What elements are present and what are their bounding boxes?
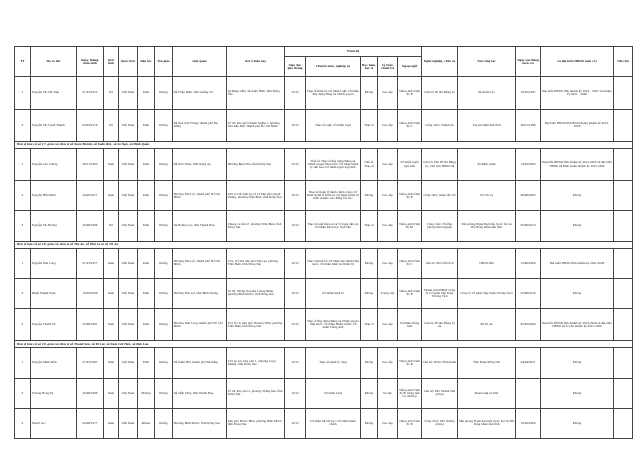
cell-hometown: Xã Như Châu, tỉnh Nghệ An [173, 148, 227, 180]
cell-residence: Phường Biên Hòa, tỉnh Đồng Nai [227, 148, 285, 180]
cell-name: Thạch Lực [31, 408, 77, 438]
cell-nationality: Việt Nam [119, 348, 138, 378]
cell-sex: Nam [104, 348, 119, 378]
cell-nationality: Việt Nam [119, 378, 138, 408]
cell-religion: Không [155, 109, 173, 141]
cell-general-education: 12/12 [285, 278, 306, 308]
cell-sex: Nữ [104, 109, 119, 141]
table-row [15, 211, 633, 241]
cell-general-education: 12/12 [285, 77, 306, 109]
cell-job: Công chức; Chánh án [422, 109, 458, 141]
cell-job: Cán bộ; Bí thư Đảng ủy xã [422, 309, 458, 341]
cell-political-theory: Cao cấp [378, 109, 398, 141]
cell-party-date: 19/10/1997 [516, 77, 541, 109]
cell-profession: Cử nhân Luật [306, 378, 361, 408]
cell-job: Công chức; Giám đốc Sở [422, 181, 458, 211]
cell-tt: 3 [15, 408, 31, 438]
cell-ethnicity: Kinh [138, 148, 155, 180]
candidate-list-document [14, 46, 632, 439]
cell-nationality: Việt Nam [119, 109, 138, 141]
table-row [15, 248, 633, 278]
cell-general-education: 12/12 [285, 211, 306, 241]
cell-delegate: Không [541, 408, 614, 438]
header-nationality: Quốc tịch [119, 47, 138, 77]
cell-workplace: Xã Xuân Lộc [458, 77, 516, 109]
cell-tt: 2 [15, 181, 31, 211]
cell-general-education: 12/12 [285, 309, 306, 341]
cell-delegate: Đại biểu HĐND tỉnh nhiệm kỳ 2021-2026 và đại biểu HĐND xã Định Quán nhiệm kỳ 2021-2026 [541, 148, 614, 180]
cell-foreign-language: Tiếng Anh trình độ B [398, 408, 422, 438]
cell-dob: 03/03/1978 [77, 109, 104, 141]
cell-workplace: Văn phòng Đoàn Đại biểu Quốc hội và Hội đồng nhân dân tỉnh [458, 211, 516, 241]
section-row [15, 341, 633, 348]
cell-ethnicity: Kinh [138, 248, 155, 278]
cell-dob: 01/01/1975 [77, 77, 104, 109]
cell-residence: K10 Cư xá Tình sự, tổ 15 khu phố Quyết Thắng, phường Trấn Biên, tỉnh Đồng Nai [227, 181, 285, 211]
cell-academic-degree: Không [361, 77, 378, 109]
section-row [15, 141, 633, 148]
header-job: Nghề nghiệp, chức vụ [422, 47, 458, 77]
cell-foreign-language: Tiếng Anh trình độ B [398, 181, 422, 211]
cell-foreign-language: Cử nhân ngôn ngữ Anh [398, 148, 422, 180]
cell-political-theory: Cao cấp [378, 248, 398, 278]
cell-name: Nguyễn Cao Cường [31, 148, 77, 180]
cell-job: Thành viên HĐQT Công ty Cổ phần Tập đoàn Trường Tươi [422, 278, 458, 308]
cell-religion: Không [155, 278, 173, 308]
cell-foreign-language: Tiếng Anh trình độ B1 [398, 211, 422, 241]
cell-academic-degree: Không [361, 348, 378, 378]
cell-job: Công chức; Trưởng phòng Dân nguyện [422, 211, 458, 241]
table-row [15, 309, 633, 341]
cell-residence: Ấp Bàng Cẩm, xã Xuân Bình, tỉnh Đồng Nai [227, 77, 285, 109]
cell-hometown: Phường Tân Lộc, thành phố Hồ Chí Minh [173, 181, 227, 211]
table-row [15, 148, 633, 180]
cell-delegate: Đại biểu HĐND tỉnh nhiệm kỳ 2021-2026 và đại biểu HĐND xã Trị An nhiệm kỳ 2021-2026 [541, 309, 614, 341]
cell-job: Cán bộ; Bí thư Tỉnh Đoàn [422, 348, 458, 378]
cell-ethnicity: Kinh [138, 348, 155, 378]
header-delegate: Là đại biểu HĐND (nếu có) [541, 47, 614, 77]
cell-name: Trương Hồng Ký [31, 378, 77, 408]
cell-dob: 04/06/1977 [77, 408, 104, 438]
cell-job: Cán bộ; Phó Chủ tịch [422, 248, 458, 278]
cell-tt: 2 [15, 109, 31, 141]
cell-ethnicity: Mường [138, 378, 155, 408]
cell-party-date: 04/04/2011 [516, 348, 541, 378]
cell-note [614, 278, 633, 308]
header-residence: Nơi ở hiện nay [227, 47, 285, 77]
cell-sex: Nữ [104, 211, 119, 241]
cell-workplace: Xã Trị An [458, 309, 516, 341]
cell-profession: Thạc sĩ Luật Dân sự và Tố tụng dân sự; Cử nhân Khoa học Ngữ văn [306, 211, 361, 241]
cell-nationality: Việt Nam [119, 278, 138, 308]
cell-residence: C12, tổ 12D, khu phố Tân Lại, phường Trấn Biên, tỉnh Đồng Nai [227, 248, 285, 278]
cell-profession: Thạc sĩ Quản lý hành chính công; Cử nhân Quản lý Kinh tế; Cử nhân Quản trị kinh doanh; Cao đẳng Tin học [306, 181, 361, 211]
cell-sex: Nam [104, 408, 119, 438]
cell-hometown: Xã Triệu Bình, tỉnh Quảng Trị [173, 77, 227, 109]
header-name: Họ và tên [31, 47, 77, 77]
cell-sex: Nam [104, 309, 119, 341]
cell-tt: 3 [15, 211, 31, 241]
cell-note [614, 109, 633, 141]
cell-general-education: 12/12 [285, 109, 306, 141]
section-title: Đơn vị bầu cử số 19, gồm các đơn vị xã Thanh Sơn, xã Tà Lài, xã Nam Cát Tiên, xã Đak Lua [15, 341, 633, 348]
cell-party-date: 08/08/2002 [516, 181, 541, 211]
cell-workplace: Tòa án nhân dân tỉnh [458, 109, 516, 141]
cell-profession: Thạc sĩ Quản lý công [306, 348, 361, 378]
header-education-group: Trình độ [285, 47, 422, 57]
cell-religion: Không [155, 408, 173, 438]
cell-name: Nguyễn Kim Long [31, 248, 77, 278]
cell-political-theory: Trung cấp [378, 278, 398, 308]
cell-job: Công chức; Phó trưởng phòng [422, 408, 458, 438]
cell-profession: Cử nhân Kinh tế [306, 278, 361, 308]
header-foreign-language: Ngoại ngữ [398, 57, 422, 77]
cell-academic-degree: Thạc sĩ [361, 309, 378, 341]
cell-dob: 24/05/1977 [77, 181, 104, 211]
section-title: Đơn vị bầu cử số 18, gồm các đơn vị xã Tân An, xã Phú Lý và xã Trị An [15, 241, 633, 248]
cell-profession: Thạc sĩ Kinh tế; Cử nhân Tài chính Nhà nước; Cử nhân Kinh tế Chính trị [306, 248, 361, 278]
cell-workplace: Đoàn Luật sư tỉnh [458, 378, 516, 408]
header-note: Ghi chú [614, 47, 633, 77]
cell-religion: Không [155, 248, 173, 278]
cell-profession: Thạc sĩ Luật; Cử nhân Luật [306, 109, 361, 141]
cell-workplace: UBND tỉnh [458, 248, 516, 278]
table-row [15, 278, 633, 308]
cell-tt: 3 [15, 309, 31, 341]
cell-dob: 20/08/1984 [77, 211, 104, 241]
cell-nationality: Việt Nam [119, 248, 138, 278]
cell-delegate: Không [541, 348, 614, 378]
cell-tt: 1 [15, 348, 31, 378]
cell-job: Cán bộ; Phó Bí thư Đảng ủy; Chủ tịch HĐND xã [422, 148, 458, 180]
cell-political-theory: Cao cấp [378, 309, 398, 341]
cell-foreign-language: Cử nhân Tiếng Anh [398, 309, 422, 341]
cell-dob: 20/06/1986 [77, 378, 104, 408]
cell-general-education: 12/12 [285, 378, 306, 408]
table-body [15, 77, 633, 439]
cell-ethnicity: Kinh [138, 278, 155, 308]
header-tt: TT [15, 47, 31, 77]
cell-workplace: Xã Định Quán [458, 148, 516, 180]
cell-residence: Z13 tổ 10, khu phố Thương Trấn, phường Trấn Biên, tỉnh Đồng Nai [227, 309, 285, 341]
cell-nationality: Việt Nam [119, 181, 138, 211]
cell-delegate: Không [541, 211, 614, 241]
header-religion: Tôn giáo [155, 47, 173, 77]
cell-ethnicity: Kinh [138, 309, 155, 341]
header-workplace: Nơi công tác [458, 47, 516, 77]
cell-hometown: Phường Bình Phước, tỉnh Đồng Nai [173, 408, 227, 438]
header-ethnicity: Dân tộc [138, 47, 155, 77]
cell-tt: 2 [15, 278, 31, 308]
section-row [15, 241, 633, 248]
cell-workplace: Sở Nội vụ [458, 181, 516, 211]
table-row [15, 408, 633, 438]
cell-sex: Nam [104, 278, 119, 308]
cell-religion: Không [155, 77, 173, 109]
cell-sex: Nữ [104, 77, 119, 109]
cell-sex: Nam [104, 148, 119, 180]
cell-hometown: Phường Tân Lộc, thành phố Hồ Chí Minh [173, 248, 227, 278]
cell-note [614, 309, 633, 341]
cell-political-theory: Cao cấp [378, 77, 398, 109]
cell-name: Nguyễn Thị Cát Tiên [31, 77, 77, 109]
cell-residence: 273 Lê Lợi, khu phố 1, phường Long Khánh, tỉnh Đồng Nai [227, 348, 285, 378]
cell-tt: 1 [15, 148, 31, 180]
cell-ethnicity: Kinh [138, 109, 155, 141]
cell-academic-degree: Thạc sĩ [361, 109, 378, 141]
cell-hometown: Phường Hòa Lợi, tỉnh Bình Dương [173, 278, 227, 308]
cell-delegate: Không [541, 181, 614, 211]
cell-name: Nguyễn Thị Tuyết Thanh [31, 109, 77, 141]
cell-delegate: Không [541, 278, 614, 308]
cell-party-date [516, 378, 541, 408]
cell-name: Nguyễn Thanh Tú [31, 309, 77, 341]
cell-academic-degree: Thạc sĩ [361, 211, 378, 241]
cell-name: Nguyễn Hữu Định [31, 181, 77, 211]
cell-religion: Không [155, 211, 173, 241]
cell-religion: Không [155, 148, 173, 180]
cell-residence: Chung cư A9-A7, phường Trấn Biên, tỉnh Đồng Nai [227, 211, 285, 241]
header-hometown: Quê quán [173, 47, 227, 77]
cell-workplace: Công ty Cổ phần Tập đoàn Trường Tươi [458, 278, 516, 308]
cell-profession: Thạc sĩ Xây dựng Đảng và Chính quyền Nhà nước; Cử nhân Hành chính; Cử nhân Tiếng Anh [306, 309, 361, 341]
cell-sex: Nam [104, 248, 119, 278]
table-row [15, 77, 633, 109]
cell-hometown: Xã Xuân Phú, thành phố Đà Nẵng [173, 348, 227, 378]
cell-party-date: 10/03/2006 [516, 408, 541, 438]
cell-tt: 2 [15, 378, 31, 408]
cell-political-theory: Cao cấp [378, 408, 398, 438]
header-party-date: Ngày vào Đảng (nếu có) [516, 47, 541, 77]
cell-political-theory: Cao cấp [378, 211, 398, 241]
cell-nationality: Việt Nam [119, 148, 138, 180]
cell-religion: Không [155, 378, 173, 408]
cell-party-date: 07/06/2016 [516, 278, 541, 308]
cell-ethnicity: Kinh [138, 181, 155, 211]
cell-academic-degree: Tiến sĩ, Thạc sĩ [361, 148, 378, 180]
cell-hometown: Phường Tam Long, thành phố Hồ Chí Minh [173, 309, 227, 341]
cell-residence: Tổ 29, khu phố 2, phường Trảng Dài, tỉnh Đồng Nai [227, 378, 285, 408]
cell-religion: Không [155, 181, 173, 211]
cell-ethnicity: Kinh [138, 211, 155, 241]
cell-residence: Khu phố Phước Bình, phường Bình Phước, tỉnh Đồng Nai [227, 408, 285, 438]
header-dob: Ngày, tháng, năm sinh [77, 47, 104, 77]
cell-party-date: 28/12/1996 [516, 109, 541, 141]
cell-dob: 25/09/1981 [77, 309, 104, 341]
cell-profession: Thạc sĩ Kinh tế; Cử nhân Luật; Cử nhân Xây dựng đảng và Chính quyền [306, 77, 361, 109]
cell-party-date: 05/03/2009 [516, 309, 541, 341]
cell-academic-degree: Không [361, 181, 378, 211]
cell-foreign-language: Tiếng Anh trình độ B; tiếng dân tộc Mường [398, 378, 422, 408]
cell-note [614, 378, 633, 408]
table-row [15, 181, 633, 211]
cell-tt: 1 [15, 248, 31, 278]
cell-foreign-language: Tiếng Anh trình độ B [398, 77, 422, 109]
header-academic-degree: Học hàm, học vị [361, 57, 378, 77]
cell-tt: 1 [15, 77, 31, 109]
cell-note [614, 181, 633, 211]
header-sex: Giới tính [104, 47, 119, 77]
cell-general-education: 12/12 [285, 148, 306, 180]
candidate-table [14, 46, 633, 439]
cell-party-date: 14/05/2003 [516, 148, 541, 180]
cell-party-date: 13/08/2008 [516, 248, 541, 278]
cell-religion: Không [155, 309, 173, 341]
cell-foreign-language: Tiếng Anh trình độ C [398, 248, 422, 278]
cell-nationality: Việt Nam [119, 408, 138, 438]
cell-foreign-language: Tiếng Anh trình độ C [398, 109, 422, 141]
cell-academic-degree: Không [361, 378, 378, 408]
cell-general-education: 12/12 [285, 181, 306, 211]
cell-hometown: Xã Quế Sơn Trung, thành phố Đà Nẵng [173, 109, 227, 141]
cell-sex: Nam [104, 181, 119, 211]
cell-foreign-language: Tiếng Anh trình độ B [398, 348, 422, 378]
cell-delegate: Đại biểu HĐND tỉnh nhiệm kỳ 2016 – 2021 và nhiệm kỳ 2021 – 2026 [541, 77, 614, 109]
cell-nationality: Việt Nam [119, 211, 138, 241]
cell-sex: Nam [104, 378, 119, 408]
cell-hometown: Xã Hoằng Lộc, tỉnh Thanh Hóa [173, 211, 227, 241]
section-title: Đơn vị bầu cử số 17, gồm các đơn vị xã Xuân Thành, xã Xuân Bắc, xã La Ngà, xã Định Quán [15, 141, 633, 148]
cell-dob: 26/11/1983 [77, 148, 104, 180]
cell-note [614, 348, 633, 378]
table-row [15, 348, 633, 378]
cell-note [614, 248, 633, 278]
cell-dob: 19/05/1989 [77, 278, 104, 308]
cell-dob: 01/01/1977 [77, 248, 104, 278]
cell-job: Cán bộ; Bí thư Đảng ủy [422, 77, 458, 109]
cell-workplace: Văn phòng Đoàn đại biểu Quốc hội và Hội đồng nhân dân tỉnh [458, 408, 516, 438]
cell-religion: Không [155, 348, 173, 378]
cell-workplace: Tỉnh Đoàn Đồng Nai [458, 348, 516, 378]
cell-profession: Cử nhân Xã hội học; Cử nhân hành chính [306, 408, 361, 438]
cell-political-theory: Cao cấp [378, 148, 398, 180]
cell-party-date: 05/09/2010 [516, 211, 541, 241]
cell-nationality: Việt Nam [119, 77, 138, 109]
cell-profession: Tiến sĩ; Thạc sĩ Xây dựng Đảng và Chính quyền Nhà nước; Cử nhân Quản lý văn hóa; Cử nhân ngôn ngữ Anh [306, 148, 361, 180]
table-row [15, 109, 633, 141]
table-row [15, 378, 633, 408]
cell-name: Nguyễn Thị Hương [31, 211, 77, 241]
cell-job: Cán bộ; Phó Chánh Văn phòng [422, 378, 458, 408]
cell-ethnicity: Kinh [138, 77, 155, 109]
cell-residence: Tổ 36, khu phố Chánh Nghĩa 1, phường Thủ Dầu Một, thành phố Hồ Chí Minh [227, 109, 285, 141]
cell-name: Nguyễn Minh Kiên [31, 348, 77, 378]
header-general-education: Giáo dục phổ thông [285, 57, 306, 77]
cell-academic-degree: Không [361, 278, 378, 308]
cell-delegate: Đại biểu HĐND tỉnh nhiệm kỳ 2021-2026 [541, 248, 614, 278]
cell-delegate: Đại biểu HĐND tỉnh Bình Dương nhiệm kỳ 2021-2026 [541, 109, 614, 141]
cell-academic-degree: Không [361, 248, 378, 278]
cell-foreign-language: Tiếng Anh trình độ B [398, 278, 422, 308]
cell-political-theory: Cao cấp [378, 181, 398, 211]
cell-note [614, 211, 633, 241]
cell-note [614, 148, 633, 180]
cell-ethnicity: Khmer [138, 408, 155, 438]
cell-political-theory: Cao cấp [378, 348, 398, 378]
cell-note [614, 408, 633, 438]
cell-political-theory: Sơ cấp [378, 378, 398, 408]
cell-general-education: 12/12 [285, 348, 306, 378]
cell-nationality: Việt Nam [119, 309, 138, 341]
cell-dob: 07/07/1987 [77, 348, 104, 378]
cell-general-education: 12/12 [285, 248, 306, 278]
cell-general-education: 12/12 [285, 408, 306, 438]
header-political-theory: Lý luận chính trị [378, 57, 398, 77]
cell-name: Phạm Thành Nam [31, 278, 77, 308]
cell-delegate: Không [541, 378, 614, 408]
table-header [15, 47, 633, 77]
cell-academic-degree: Không [361, 408, 378, 438]
cell-residence: Số 05, đường Nguyễn Lương Bằng, phường Bình Phước, tỉnh Đồng Nai [227, 278, 285, 308]
header-profession: Chuyên môn, nghiệp vụ [306, 57, 361, 77]
cell-hometown: Xã Cẩm Thủy, tỉnh Thanh Hóa [173, 378, 227, 408]
cell-note [614, 77, 633, 109]
